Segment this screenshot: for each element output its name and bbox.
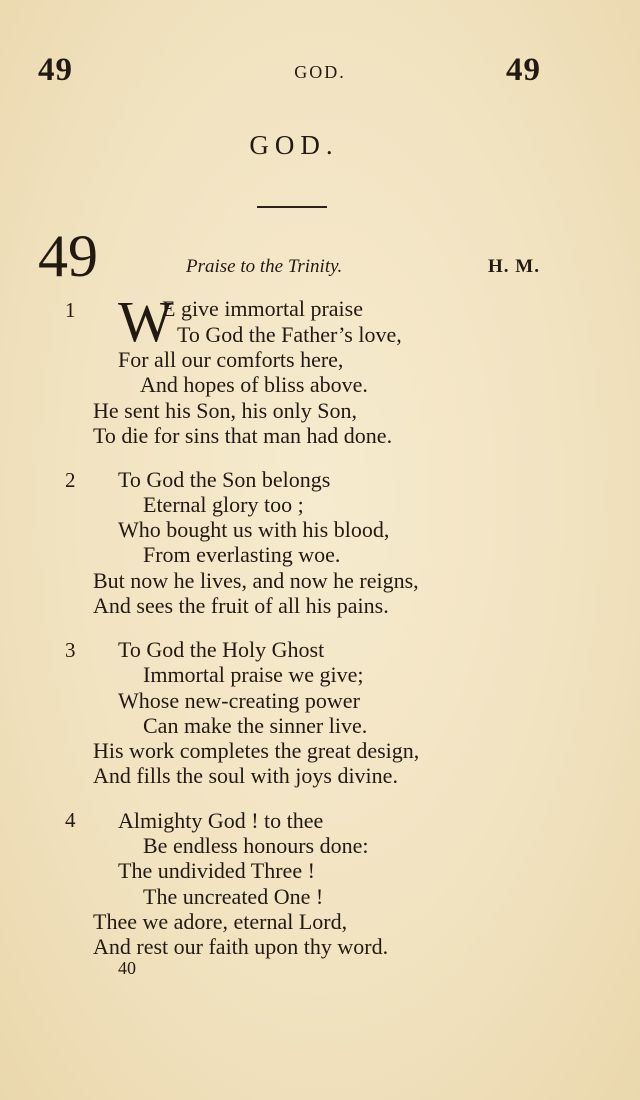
- verse-line: The undivided Three !: [118, 858, 315, 883]
- verse-line: But now he lives, and now he reigns,: [93, 568, 419, 593]
- verse-line: Thee we adore, eternal Lord,: [93, 909, 348, 934]
- verse-line: And sees the fruit of all his pains.: [93, 593, 389, 618]
- hymn-number: 49: [38, 223, 98, 289]
- verse-number: 3: [65, 638, 76, 662]
- verse-line: Whose new-creating power: [118, 688, 360, 713]
- verse-line: Immortal praise we give;: [143, 662, 364, 687]
- section-title: GOD.: [249, 130, 339, 160]
- verse-line: From everlasting woe.: [143, 542, 341, 567]
- verse-line: To God the Holy Ghost: [118, 637, 325, 662]
- header-left-number: 49: [38, 52, 73, 88]
- verse-line: And fills the soul with joys divine.: [93, 763, 398, 788]
- verse-line: Be endless honours done:: [143, 833, 369, 858]
- verse-line: And rest our faith upon thy word.: [93, 934, 389, 959]
- verse-line: To God the Father’s love,: [177, 322, 402, 347]
- verse-line: To die for sins that man had done.: [93, 423, 393, 448]
- verse-line: The uncreated One !: [143, 884, 324, 909]
- verse-line: E give immortal praise: [162, 296, 363, 321]
- verse-line: To God the Son belongs: [118, 467, 331, 492]
- verse-line: Who bought us with his blood,: [118, 517, 390, 542]
- verse-line: Almighty God ! to thee: [118, 808, 324, 833]
- drop-cap: W: [118, 289, 173, 354]
- verse-number: 1: [65, 298, 76, 322]
- footer-page-number: 40: [118, 958, 136, 978]
- verse-line: His work completes the great design,: [93, 738, 420, 763]
- verse-line: For all our comforts here,: [118, 347, 344, 372]
- verse-number: 4: [65, 808, 76, 832]
- verse-line: Eternal glory too ;: [143, 492, 304, 517]
- hymn-title: Praise to the Trinity.: [186, 256, 343, 277]
- section-divider: [257, 206, 327, 208]
- verse-line: And hopes of bliss above.: [140, 372, 368, 397]
- verse-number: 2: [65, 468, 76, 492]
- running-header-title: GOD.: [294, 62, 346, 82]
- hymn-meter: H. M.: [488, 256, 540, 277]
- verse-line: He sent his Son, his only Son,: [93, 398, 358, 423]
- verse-line: Can make the sinner live.: [143, 713, 368, 738]
- header-right-number: 49: [506, 52, 541, 88]
